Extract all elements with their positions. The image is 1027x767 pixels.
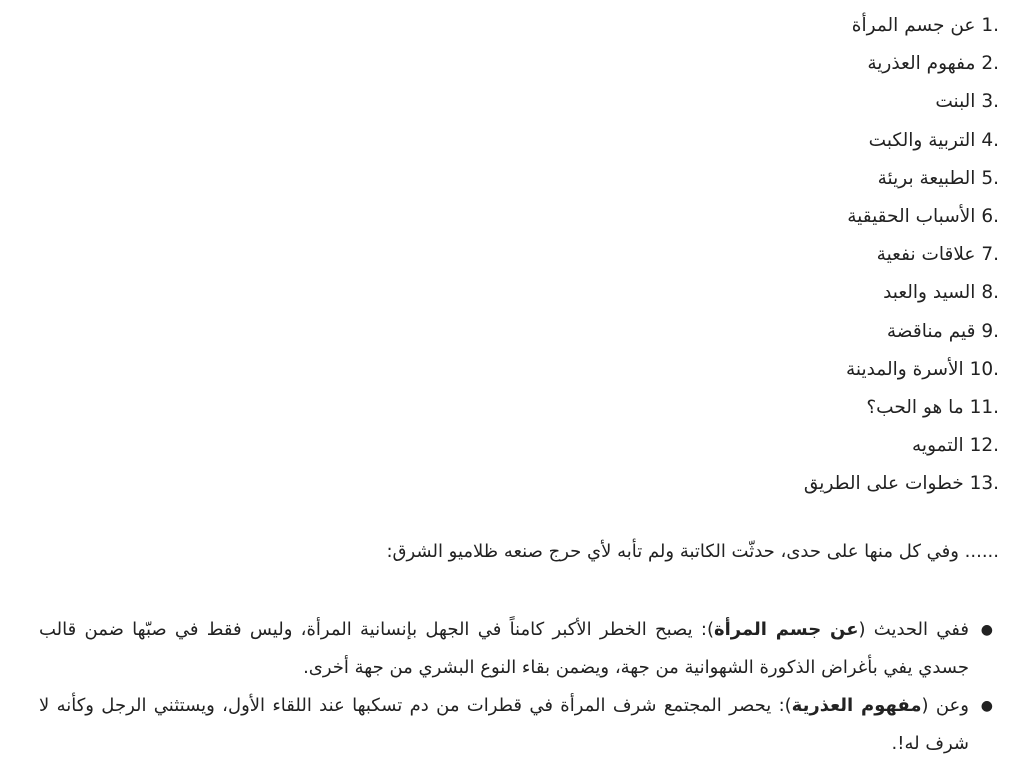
chapter-item — [39, 313, 999, 351]
chapter-item — [39, 7, 999, 45]
chapter-item — [39, 427, 999, 465]
chapter-item — [39, 45, 999, 83]
chapter-number: 11. — [969, 396, 999, 418]
chapter-title: الأسباب الحقيقية — [847, 205, 976, 227]
chapter-title: الأسرة والمدينة — [845, 358, 964, 380]
chapter-number: 7. — [981, 244, 999, 266]
chapter-item — [39, 389, 999, 427]
chapter-item — [39, 465, 999, 503]
chapter-number: 3. — [981, 91, 999, 113]
chapter-item — [39, 122, 999, 160]
chapter-title: قيم مناقضة — [886, 320, 976, 342]
chapter-title: خطوات على الطريق — [803, 473, 964, 495]
chapter-title: الطبيعة بريئة — [877, 167, 976, 189]
chapter-item — [39, 274, 999, 312]
chapter-title: ما هو الحب؟ — [866, 396, 964, 418]
chapter-number: 6. — [981, 205, 999, 227]
chapter-title: التمويه — [912, 435, 964, 457]
chapter-title: البنت — [935, 91, 976, 113]
chapter-number: 12. — [969, 435, 999, 457]
chapter-title: التربية والكبت — [868, 129, 976, 151]
chapter-number: 8. — [981, 282, 999, 304]
chapter-number: 9. — [981, 320, 999, 342]
bullet-item — [39, 687, 999, 763]
bullet-term: مفهوم العذرية — [791, 695, 922, 717]
bullet-term: عن جسم المرأة — [713, 619, 859, 641]
bullet-text: ): يصبح الخطر الأكبر كامناً في الجهل بإنسانية المرأة، وليس فقط في صبّها ضمن قالب جسدي يفي بأغراض الذكورة الشهوانية من جهة، ويضمن بقاء النوع البشري من جهة أخرى. — [39, 619, 969, 679]
chapter-title: السيد والعبد — [883, 282, 976, 304]
chapter-number: 10. — [969, 358, 999, 380]
chapter-item — [39, 351, 999, 389]
chapter-number: 13. — [969, 473, 999, 495]
chapter-number: 1. — [981, 15, 999, 36]
chapter-item — [39, 83, 999, 121]
chapter-title: مفهوم العذرية — [867, 53, 976, 75]
chapter-list — [39, 0, 999, 503]
bullet-dot-icon: ● — [980, 622, 993, 639]
chapter-title: علاقات نفعية — [876, 244, 976, 266]
chapter-number: 2. — [981, 53, 999, 75]
chapter-number: 5. — [981, 167, 999, 189]
intro-paragraph: ...... وفي كل منها على حدى، حدثّت الكاتبة ولم تأبه لأي حرج صنعه ظلاميو الشرق: — [386, 541, 999, 563]
bullet-dot-icon: ● — [980, 698, 993, 715]
bullet-text: ): يحصر المجتمع شرف المرأة في قطرات من دم تسكبها عند اللقاء الأول، ويستثني الرجل وكأنه لا شرف له!. — [39, 695, 969, 755]
chapter-item — [39, 160, 999, 198]
bullet-item — [39, 611, 999, 687]
article-body — [39, 0, 999, 763]
bullet-lead: وعن ( — [921, 695, 969, 717]
chapter-number: 4. — [981, 129, 999, 151]
chapter-title: عن جسم المرأة — [851, 15, 976, 36]
chapter-item — [39, 198, 999, 236]
bullet-list — [39, 611, 999, 763]
chapter-item — [39, 236, 999, 274]
bullet-lead: ففي الحديث ( — [858, 619, 969, 641]
